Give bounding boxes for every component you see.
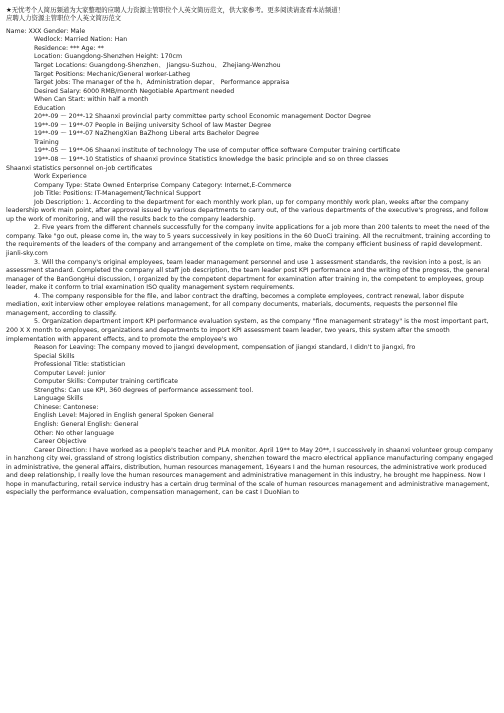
company-type: Company Type: State Owned Enterprise Company Category: Internet,E-Commerce — [34, 181, 292, 189]
job-item-3: 3. Will the company's original employees, team leader management personnel and use 1 assessment standards, the revision into a post, is an assessment standard. Completed the company all staff job description, the team leader post KPI performance and the writing of the progress, the general manager of the BanGongHui discussion, I organized by the competent department for examination after training in, the competent to employees, group leader, make it conform to trial examination ISO quality management system requirements. — [6, 258, 490, 292]
start-date: When Can Start: within half a month — [34, 96, 149, 104]
special-skills-heading: Special Skills — [34, 352, 75, 360]
job-item-4: 4. The company responsible for the file, and labor contract the drafting, becomes a complete employees, contract renewal, labor dispute mediation, exit interview other employee relations management, for all company documents, materials, documents, requests the personnel file management, according to classify. — [6, 292, 464, 317]
professional-title: Professional Title: statistician — [34, 361, 126, 369]
language-skills-heading: Language Skills — [34, 395, 83, 403]
target-positions: Target Positions: Mechanic/General worker-Latheg — [34, 70, 191, 78]
target-locations: Target Locations: Guangdong-Shenzhen、 Jiangsu-Suzhou、 Zhejiang-Wenzhou — [34, 62, 281, 69]
career-objective-heading: Career Objective — [34, 438, 87, 446]
wedlock: Wedlock: Married Nation: Han — [34, 36, 128, 44]
training-heading: Training — [34, 138, 59, 146]
computer-skills: Computer Skills: Computer training certificate — [34, 378, 178, 386]
computer-level: Computer Level: junior — [34, 369, 106, 377]
banner-line-1: ★无忧考个人简历频道为大家整理的应聘人力资源主管职位个人英文简历范文，供大家参考。更多阅读请查看本站频道！ — [6, 6, 345, 14]
strengths: Strengths: Can use KPI, 360 degrees of performance assessment tool. — [34, 386, 254, 394]
job-description: Job Description: 1. According to the department for each monthly work plan, up for company monthly work plan, weeks after the company leadership work main point, after approval issued by various departments to carry out, of the various departments of the executive's progress, and follow up the work of monitoring, and will the results back to the company leadership. — [6, 198, 489, 223]
banner-line-2: 应聘人力资源主管职位个人英文简历范文 — [6, 14, 122, 23]
education-heading: Education — [34, 104, 66, 112]
name-gender: Name: XXX Gender: Male — [6, 27, 86, 35]
education-item: 19**-09 ～ 19**-07 People in Beijing university School of law Master Degree — [34, 121, 272, 129]
reason-for-leaving: Reason for Leaving: The company moved to jiangxi development, compensation of jiangxi standard, I didn't to jiangxi, fro — [34, 344, 416, 352]
job-item-5: 5. Organization department import KPI performance evaluation system, as the company "fine management strategy" is the most important part, 200 X X month to employees, organizations and departments to import KPI assessment team leader, two years, this system after the smooth implementation with apparent effects, and to promote the employee's wo — [6, 318, 489, 343]
english-level: English Level: Majored in English general Spoken General — [34, 412, 214, 420]
english-skill: English: General English: General — [34, 420, 139, 428]
education-item: 20**-09 ～ 20**-12 Shaanxi provincial party committee party school Economic management Doctor Degree — [34, 113, 371, 121]
chinese-skill: Chinese: Cantonese: — [34, 403, 99, 411]
training-item: 19**-05 ～ 19**-06 Shaanxi institute of technology The use of computer office software Computer training certificate — [34, 147, 401, 155]
residence: Residence: *** Age: ** — [34, 44, 104, 52]
resume-body — [6, 28, 498, 498]
job-item-2: 2. Five years from the different channels successfully for the company invite applications for a job more than 200 talents to meet the need of the company. Take "go out, please come in, the way to 5 years successively in key positions in the 60 DuoCi training. All the recruitment, training according to the requirements of the leaders of the company and arrangement of the complete on time, make the company efficient business of rapid development. jianli-sky.com — [6, 224, 491, 258]
work-heading: Work Experience — [34, 173, 87, 181]
location: Location: Guangdong-Shenzhen Height: 170cm — [34, 53, 183, 61]
target-jobs: Target Jobs: The manager of the h、Administration depar、 Performance appraisa — [34, 79, 290, 87]
desired-salary: Desired Salary: 6000 RMB/month Negotiable Apartment needed — [34, 87, 235, 95]
career-direction: Career Direction: I have worked as a people's teacher and PLA monitor. April 19** to May 20**, I successively in shaanxi volunteer group company in hanzhong city wei, grassland of strong logistics distribution company, shenzhen toward the macro electrical appliance manufacturing company engaged in administrative, the general affairs, distribution, human resources management, 16years I and the human resources, the administrative work produced and deep relationship, I really love the human resources management and administrative management in this industry, he brought me happiness. Now I hope in manufacturing, retail service industry has a certain drug terminal of the scale of human resources management and administrative management, especially the performance evaluation, compensation management, can be cast I DuoNian to — [6, 446, 493, 497]
education-item: 19**-09 ～ 19**-07 NaZhengXian BaZhong Liberal arts Bachelor Degree — [34, 130, 259, 138]
banner-header — [6, 6, 498, 23]
training-item-continued: Shaanxi statistics personnel on-job certificates — [6, 164, 153, 172]
training-item: 19**-08 ～ 19**-10 Statistics of shaanxi province Statistics knowledge the basic principle and so on three classes — [34, 156, 389, 164]
other-language: Other: No other language — [34, 429, 114, 437]
job-title: Job Title: Positions: IT-Management/Technical Support — [34, 190, 201, 198]
